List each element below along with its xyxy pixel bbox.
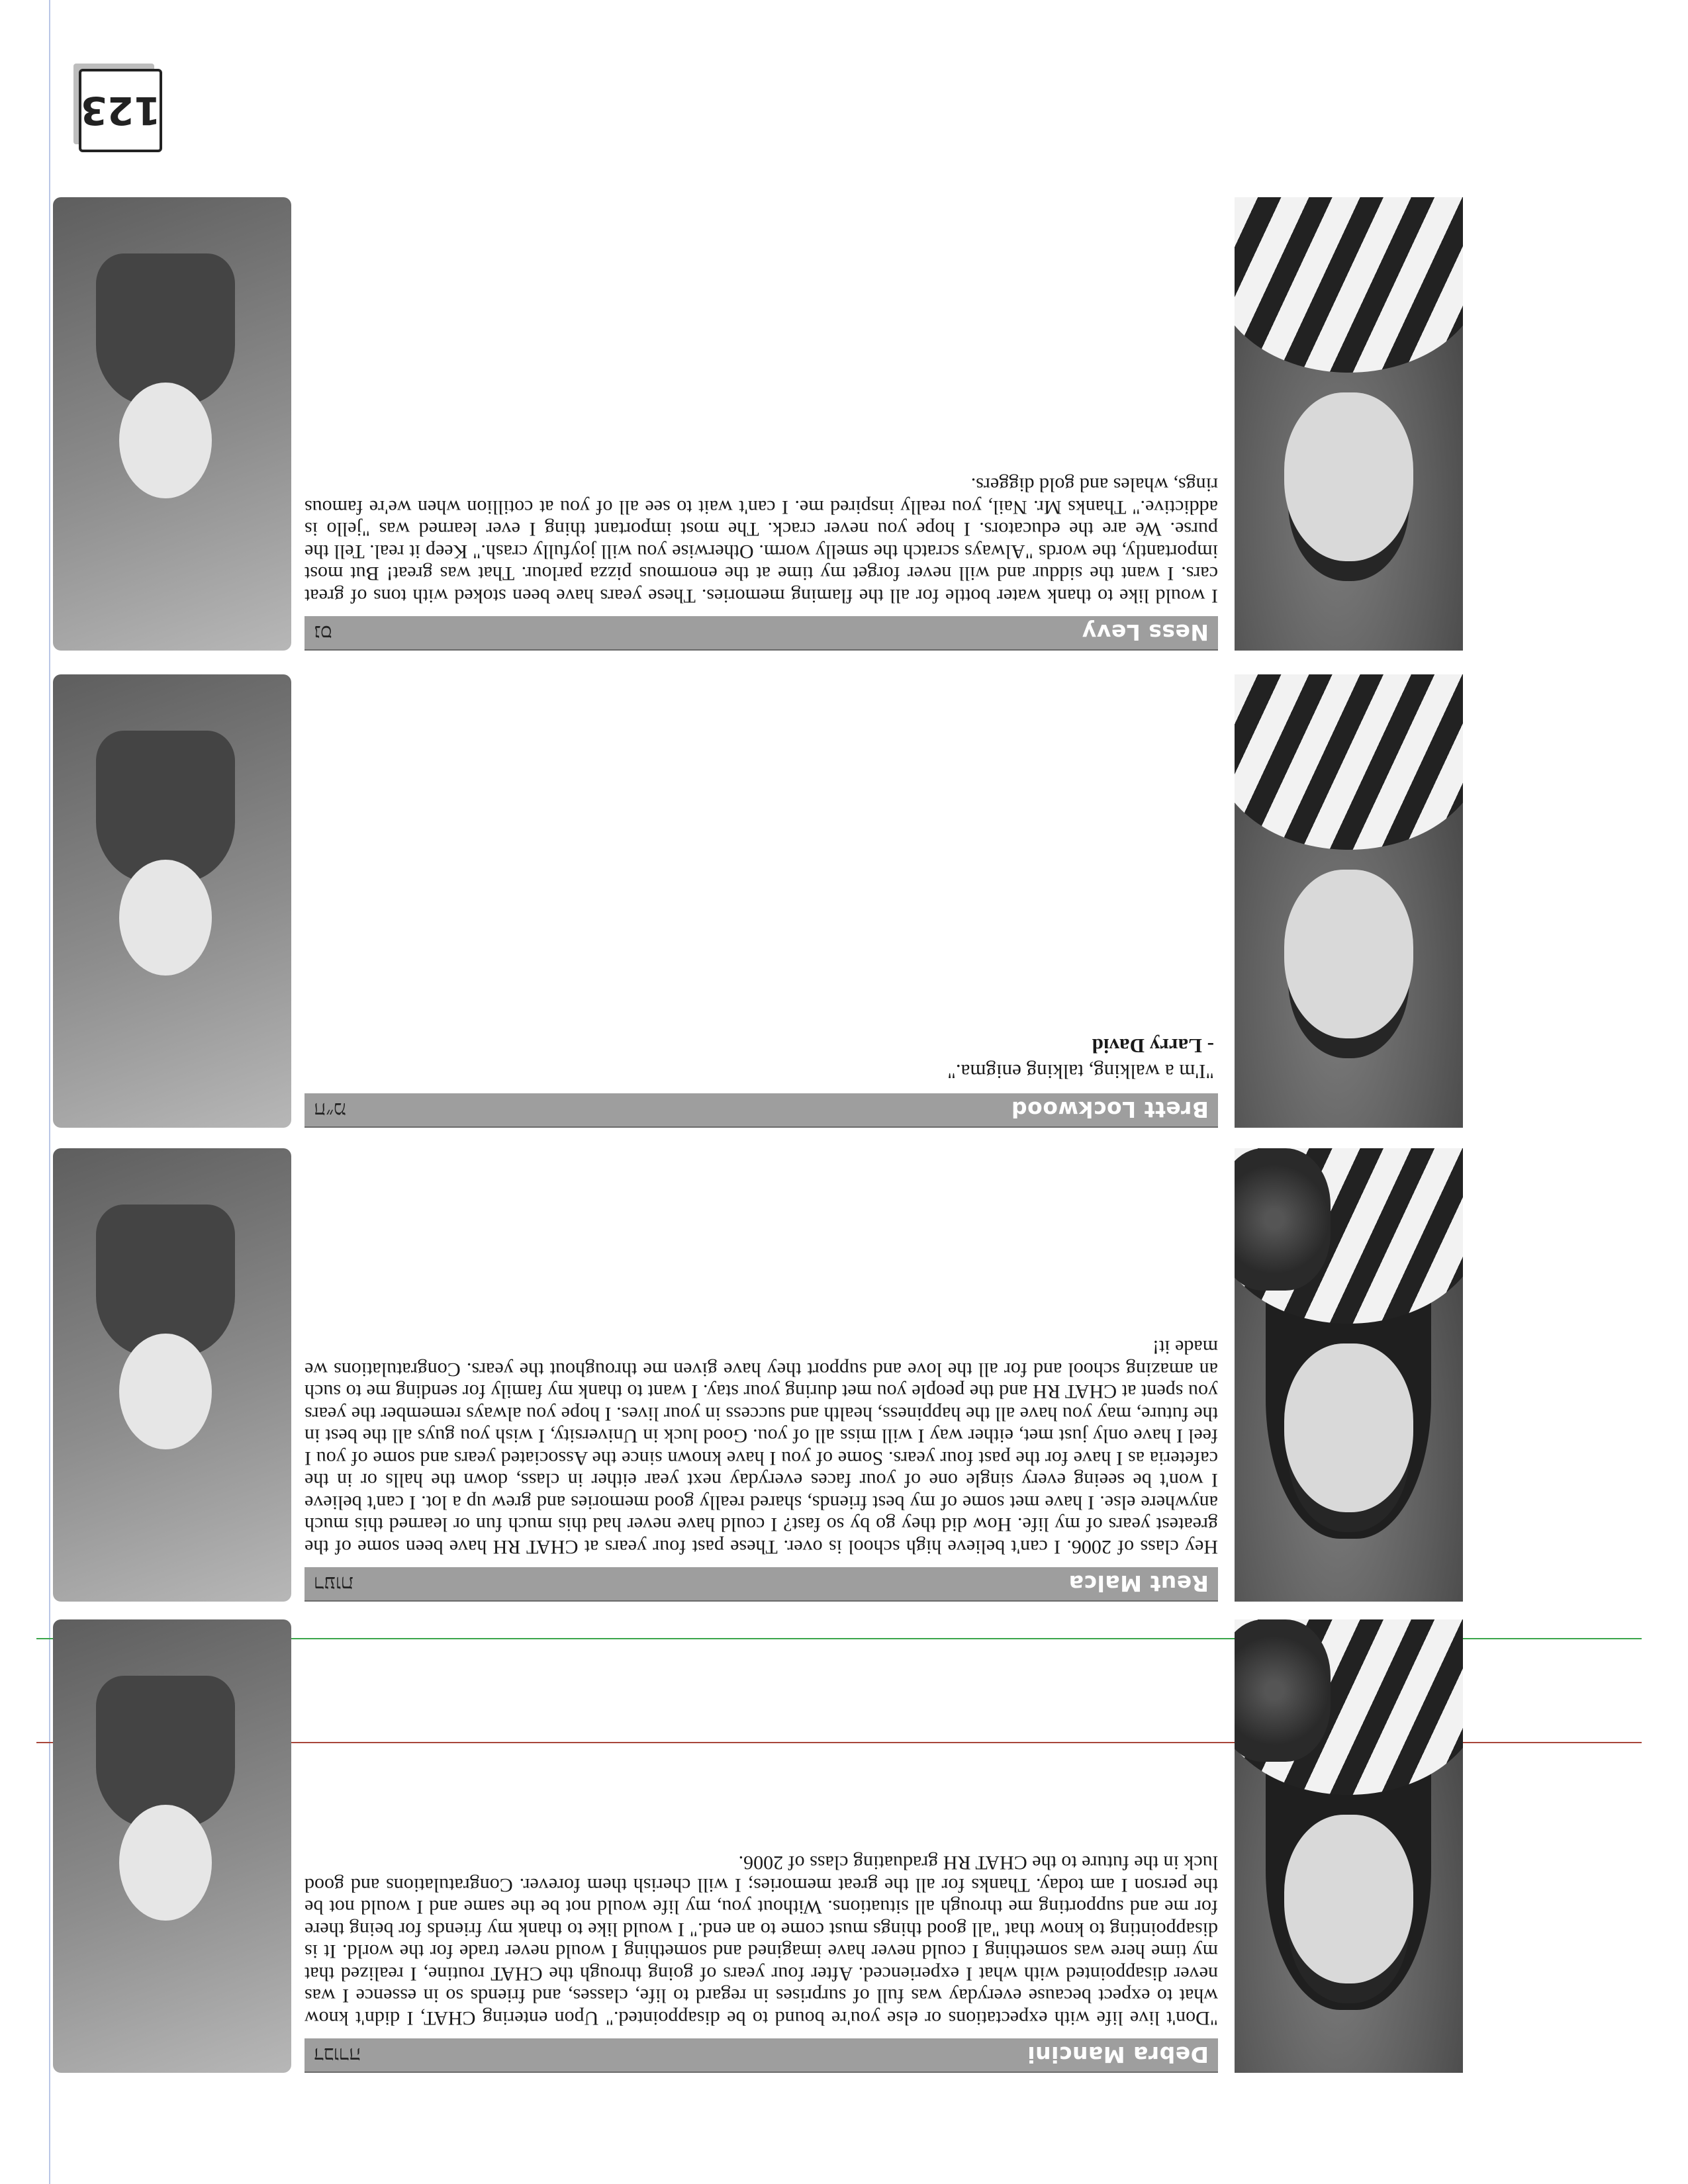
- hebrew-name: נס: [314, 621, 332, 645]
- page-number: 123: [79, 69, 162, 152]
- student-message: I would like to thank water bottle for all the flaming memories. These years have been stoked with tons of great cars. I want the siddur and will never forget my time at the enormous pizza parlour. That was great! But most importantly, the words "Always scratch the smelly worm. Otherwise you will joyfully crash." Keep it real. Tell the purse. We are the educators. I hope you never crack. The most important thing I ever learned was "jello is addictive." Thanks Mr. Nail, you really inspired me. I can't wait to see all of you at cotillion when we're famous rings, whales and gold diggers.: [305, 474, 1218, 607]
- baby-photo: [53, 1148, 291, 1602]
- graduation-portrait: [1235, 674, 1463, 1128]
- student-quote: "I'm a walking, talking enigma.": [947, 1060, 1214, 1083]
- student-name: Ness Levy: [1082, 619, 1209, 646]
- student-entry: [53, 1619, 1463, 2073]
- name-bar: [305, 616, 1218, 651]
- baby-photo: [53, 197, 291, 651]
- baby-photo: [53, 1619, 291, 2073]
- hebrew-name: דבורה: [314, 2043, 361, 2067]
- entry-text-column: [305, 197, 1218, 651]
- entry-text-column: [305, 1619, 1218, 2073]
- name-bar: [305, 2038, 1218, 2073]
- baby-photo: [53, 674, 291, 1128]
- graduation-portrait: [1235, 197, 1463, 651]
- student-name: Debra Mancini: [1027, 2042, 1209, 2068]
- student-entry: [53, 1148, 1463, 1602]
- hebrew-name: רעות: [314, 1572, 353, 1596]
- graduation-portrait: [1235, 1148, 1463, 1602]
- student-name: Brett Lockwood: [1011, 1097, 1209, 1123]
- student-message: Hey class of 2006. I can't believe high school is over. These past four years at CHAT RH have been some of the greatest years of my life. How did they go by so fast? I could have never had this much fun or learned this much anywhere else. I have met some of my best friends, shared really good memories and grew up a lot. I can't believe I won't be seeing every single one of your faces everyday next year either in class, down the halls or in the cafeteria as I have for the past four years. Some of you I have known since the Associated years and some of you I feel I have only just met, either way I will miss all of you. Good luck in University, I wish you guys all the best in the future, may you have all the happiness, health and success in your lives. I hope you always remember the years you spent at CHAT RH and the people you met during your stay. I want to thank my family for sending me to such an amazing school and for all the love and support they have given me throughout the years. Congratulations we made it!: [305, 1336, 1218, 1558]
- name-bar: [305, 1567, 1218, 1602]
- entry-text-column: [305, 674, 1218, 1128]
- quote-author: - Larry David: [1092, 1034, 1214, 1058]
- graduation-portrait: [1235, 1619, 1463, 2073]
- student-entry: [53, 674, 1463, 1128]
- student-entry: [53, 197, 1463, 651]
- entry-text-column: [305, 1148, 1218, 1602]
- student-name: Reut Malca: [1068, 1570, 1209, 1597]
- hebrew-name: ח״מ: [314, 1098, 346, 1122]
- name-bar: [305, 1093, 1218, 1128]
- student-message: "Don't live life with expectations or else you're bound to be disappointed." Upon entering CHAT, I didn't know what to expect because everyday was full of surprises in regard to life, classes, and friends so in essence I was never disappointed with what I experienced. After four years of going through the CHAT routine, I realized that my time here was something I could never have imagined and something I would never trade for the world. It is disappointing to know that "all good things must come to an end." I would like to thank my friends for being there for me and supporting me through all situations. Without you, my life would not be the same and I would not be the person I am today. Thanks for all the great memories; I will cherish them forever. Congratulations and good luck in the future to the CHAT RH graduating class of 2006.: [305, 1852, 1218, 2029]
